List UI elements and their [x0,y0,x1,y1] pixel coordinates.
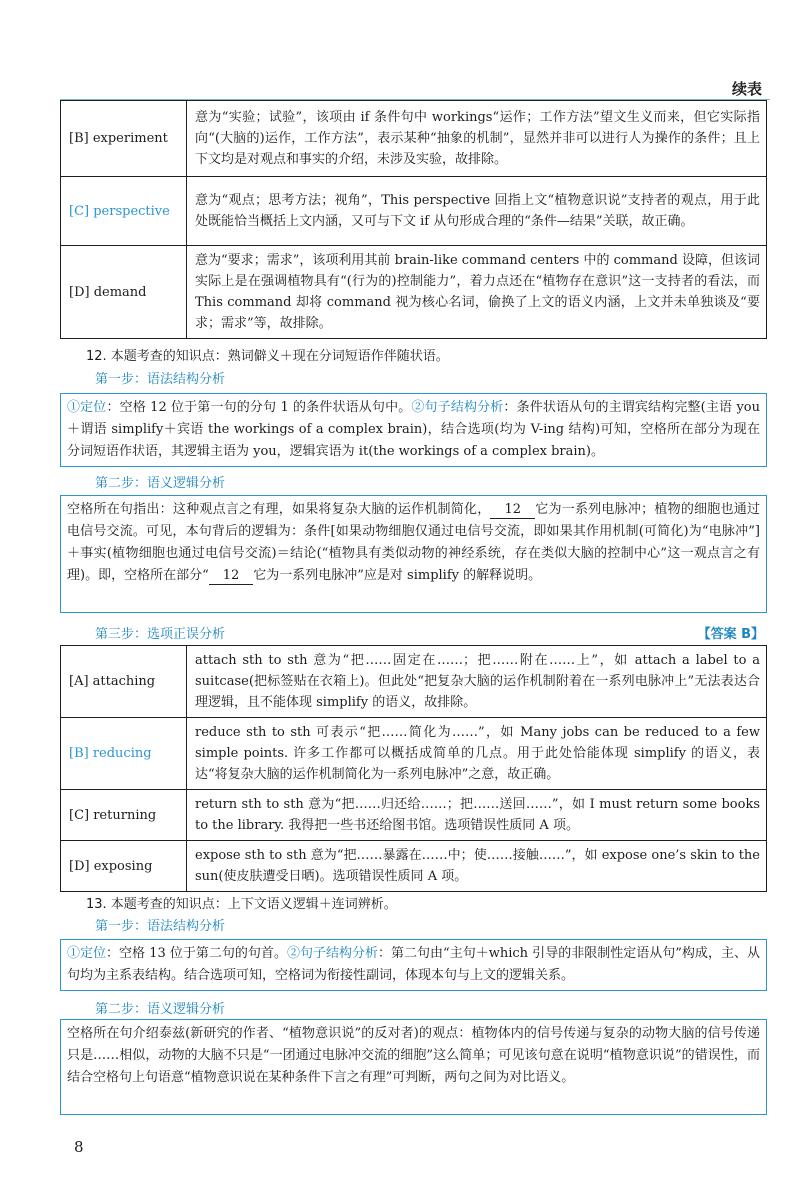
option-explanation: expose sth to sth 意为“把……暴露在……中；使……接触……”，如 expose one’s skin to the sun(使皮肤遭受日晒)。选项错误性质同 A 项。 [187,841,767,892]
locate-tag: ①定位 [67,400,107,415]
table-row [61,101,767,177]
continued-label: 续表 [731,80,762,98]
q13-step1-title: 第一步：语法结构分析 [95,919,226,934]
option-explanation: 意为“实验；试验”，该项由 if 条件句中 workings“运作；工作方法”望文生义而来，但它实际指向“(大脑的)运作，工作方法”，表示某种“抽象的机制”，显然并非可以进行人为操作的条件；且上下文均是对观点和事实的介绍，未涉及实验，故排除。 [187,101,767,177]
blank-12: 12 [490,502,535,519]
option-label: [C] returning [61,790,187,841]
q12-semantic-box [60,495,767,613]
structure-tag: ②句子结构分析 [411,400,504,415]
option-explanation: attach sth to sth 意为“把……固定在……；把……附在……上”，如 attach a label to a suitcase(把标签贴在衣箱上)。但此处“把复杂大脑的运作机制附着在一系列电脉冲上”无法表达合理逻辑，且不能体现 simplify 的语义，故排除。 [187,646,767,718]
q13-heading: 13. 本题考查的知识点：上下文语义逻辑＋连词辨析。 [86,897,397,912]
q13-step2-title: 第二步：语义逻辑分析 [95,1002,226,1017]
option-explanation: return sth to sth 意为“把……归还给……；把……送回……”，如 I must return some books to the library. 我得把一些书还给图书馆。选项错误性质同 A 项。 [187,790,767,841]
structure-tag: ②句子结构分析 [286,946,379,961]
box-text: ：空格 13 位于第二句的句首。 [106,946,287,961]
box-text: ：条件状语从句的主谓宾结构完整(主语 you＋谓语 simplify＋宾语 the workings of a complex brain)，结合选项(均为 V-ing 结构)可知，空格所在部分为现在分词短语作状语，其逻辑主语为 you，逻辑宾语为 it(the workings of a complex brain)。 [67,400,760,459]
option-label: [B] experiment [61,101,187,177]
option-label: [A] attaching [61,646,187,718]
table-row [61,790,767,841]
box-text: ：第二句由“主句＋which 引导的非限制性定语从句”构成，主、从句均为主系表结构。结合选项可知，空格词为衔接性副词，体现本句与上文的逻辑关系。 [67,946,760,983]
q12-grammar-box [60,393,767,467]
q13-semantic-box: 空格所在句介绍泰兹(新研究的作者、“植物意识说”的反对者)的观点：植物体内的信号传递与复杂的动物大脑的信号传递只是……相似，动物的大脑不只是“一团通过电脉冲交流的细胞”这么简单；可见该句意在说明“植物意识说”的错误性，而结合空格句上句语意“植物意识说在某种条件下言之有理”可判断，两句之间为对比语义。 [60,1019,767,1115]
q13-grammar-box [60,939,767,991]
answer-badge: 【答案 B】 [697,627,764,642]
table-row [61,646,767,718]
q12-step2-title: 第二步：语义逻辑分析 [95,476,226,491]
options-table-q11 [60,100,767,339]
box-text: 它为一系列电脉冲；植物的细胞也通过电信号交流。可见，本句背后的逻辑为：条件[如果动物细胞仅通过电信号交流，即如果其作用机制(可简化)为“电脉冲”]＋事实(植物细胞也通过电信号交流)＝结论(“植物具有类似动物的神经系统，存在类似大脑的控制中心”这一观点言之有理)。即，空格所在部分“ [67,502,760,583]
q12-step3-title: 第三步：选项正误分析 [95,627,226,642]
option-explanation: 意为“观点；思考方法；视角”，This perspective 回指上文“植物意识说”支持者的观点，用于此处既能恰当概括上文内涵，又可与下文 if 从句形成合理的“条件—结果”关联，故正确。 [187,177,767,246]
blank-12: 12 [209,568,254,585]
option-label: [D] demand [61,246,187,339]
q12-heading: 12. 本题考查的知识点：熟词僻义＋现在分词短语作伴随状语。 [86,349,449,364]
options-table-q12 [60,645,767,892]
option-explanation: 意为“要求；需求”，该项利用其前 brain-like command centers 中的 command 设障，但该词实际上是在强调植物具有“(行为的)控制能力”，着力点还在“植物存在意识”这一支持者的看法，而 This command 却将 command 视为核心名词，偷换了上文的语义内涵，上文并未单独谈及“要求；需求”等，故排除。 [187,246,767,339]
table-row [61,718,767,790]
box-text: ：空格 12 位于第一句的分句 1 的条件状语从句中。 [106,400,412,415]
page-number: 8 [74,1138,84,1156]
box-text: 它为一系列电脉冲”应是对 simplify 的解释说明。 [253,568,542,583]
table-row [61,177,767,246]
table-row [61,841,767,892]
option-label-correct: [C] perspective [61,177,187,246]
table-row [61,246,767,339]
box-text: 空格所在句指出：这种观点言之有理，如果将复杂大脑的运作机制简化， [67,502,491,517]
option-label-correct: [B] reducing [61,718,187,790]
q12-step1-title: 第一步：语法结构分析 [95,372,226,387]
locate-tag: ①定位 [67,946,107,961]
option-explanation: reduce sth to sth 可表示“把……简化为……”，如 Many jobs can be reduced to a few simple points. 许多工作都可以概括成简单的几点。用于此处恰能体现 simplify 的语义，表达“将复杂大脑的运作机制简化为一系列电脉冲”之意，故正确。 [187,718,767,790]
option-label: [D] exposing [61,841,187,892]
